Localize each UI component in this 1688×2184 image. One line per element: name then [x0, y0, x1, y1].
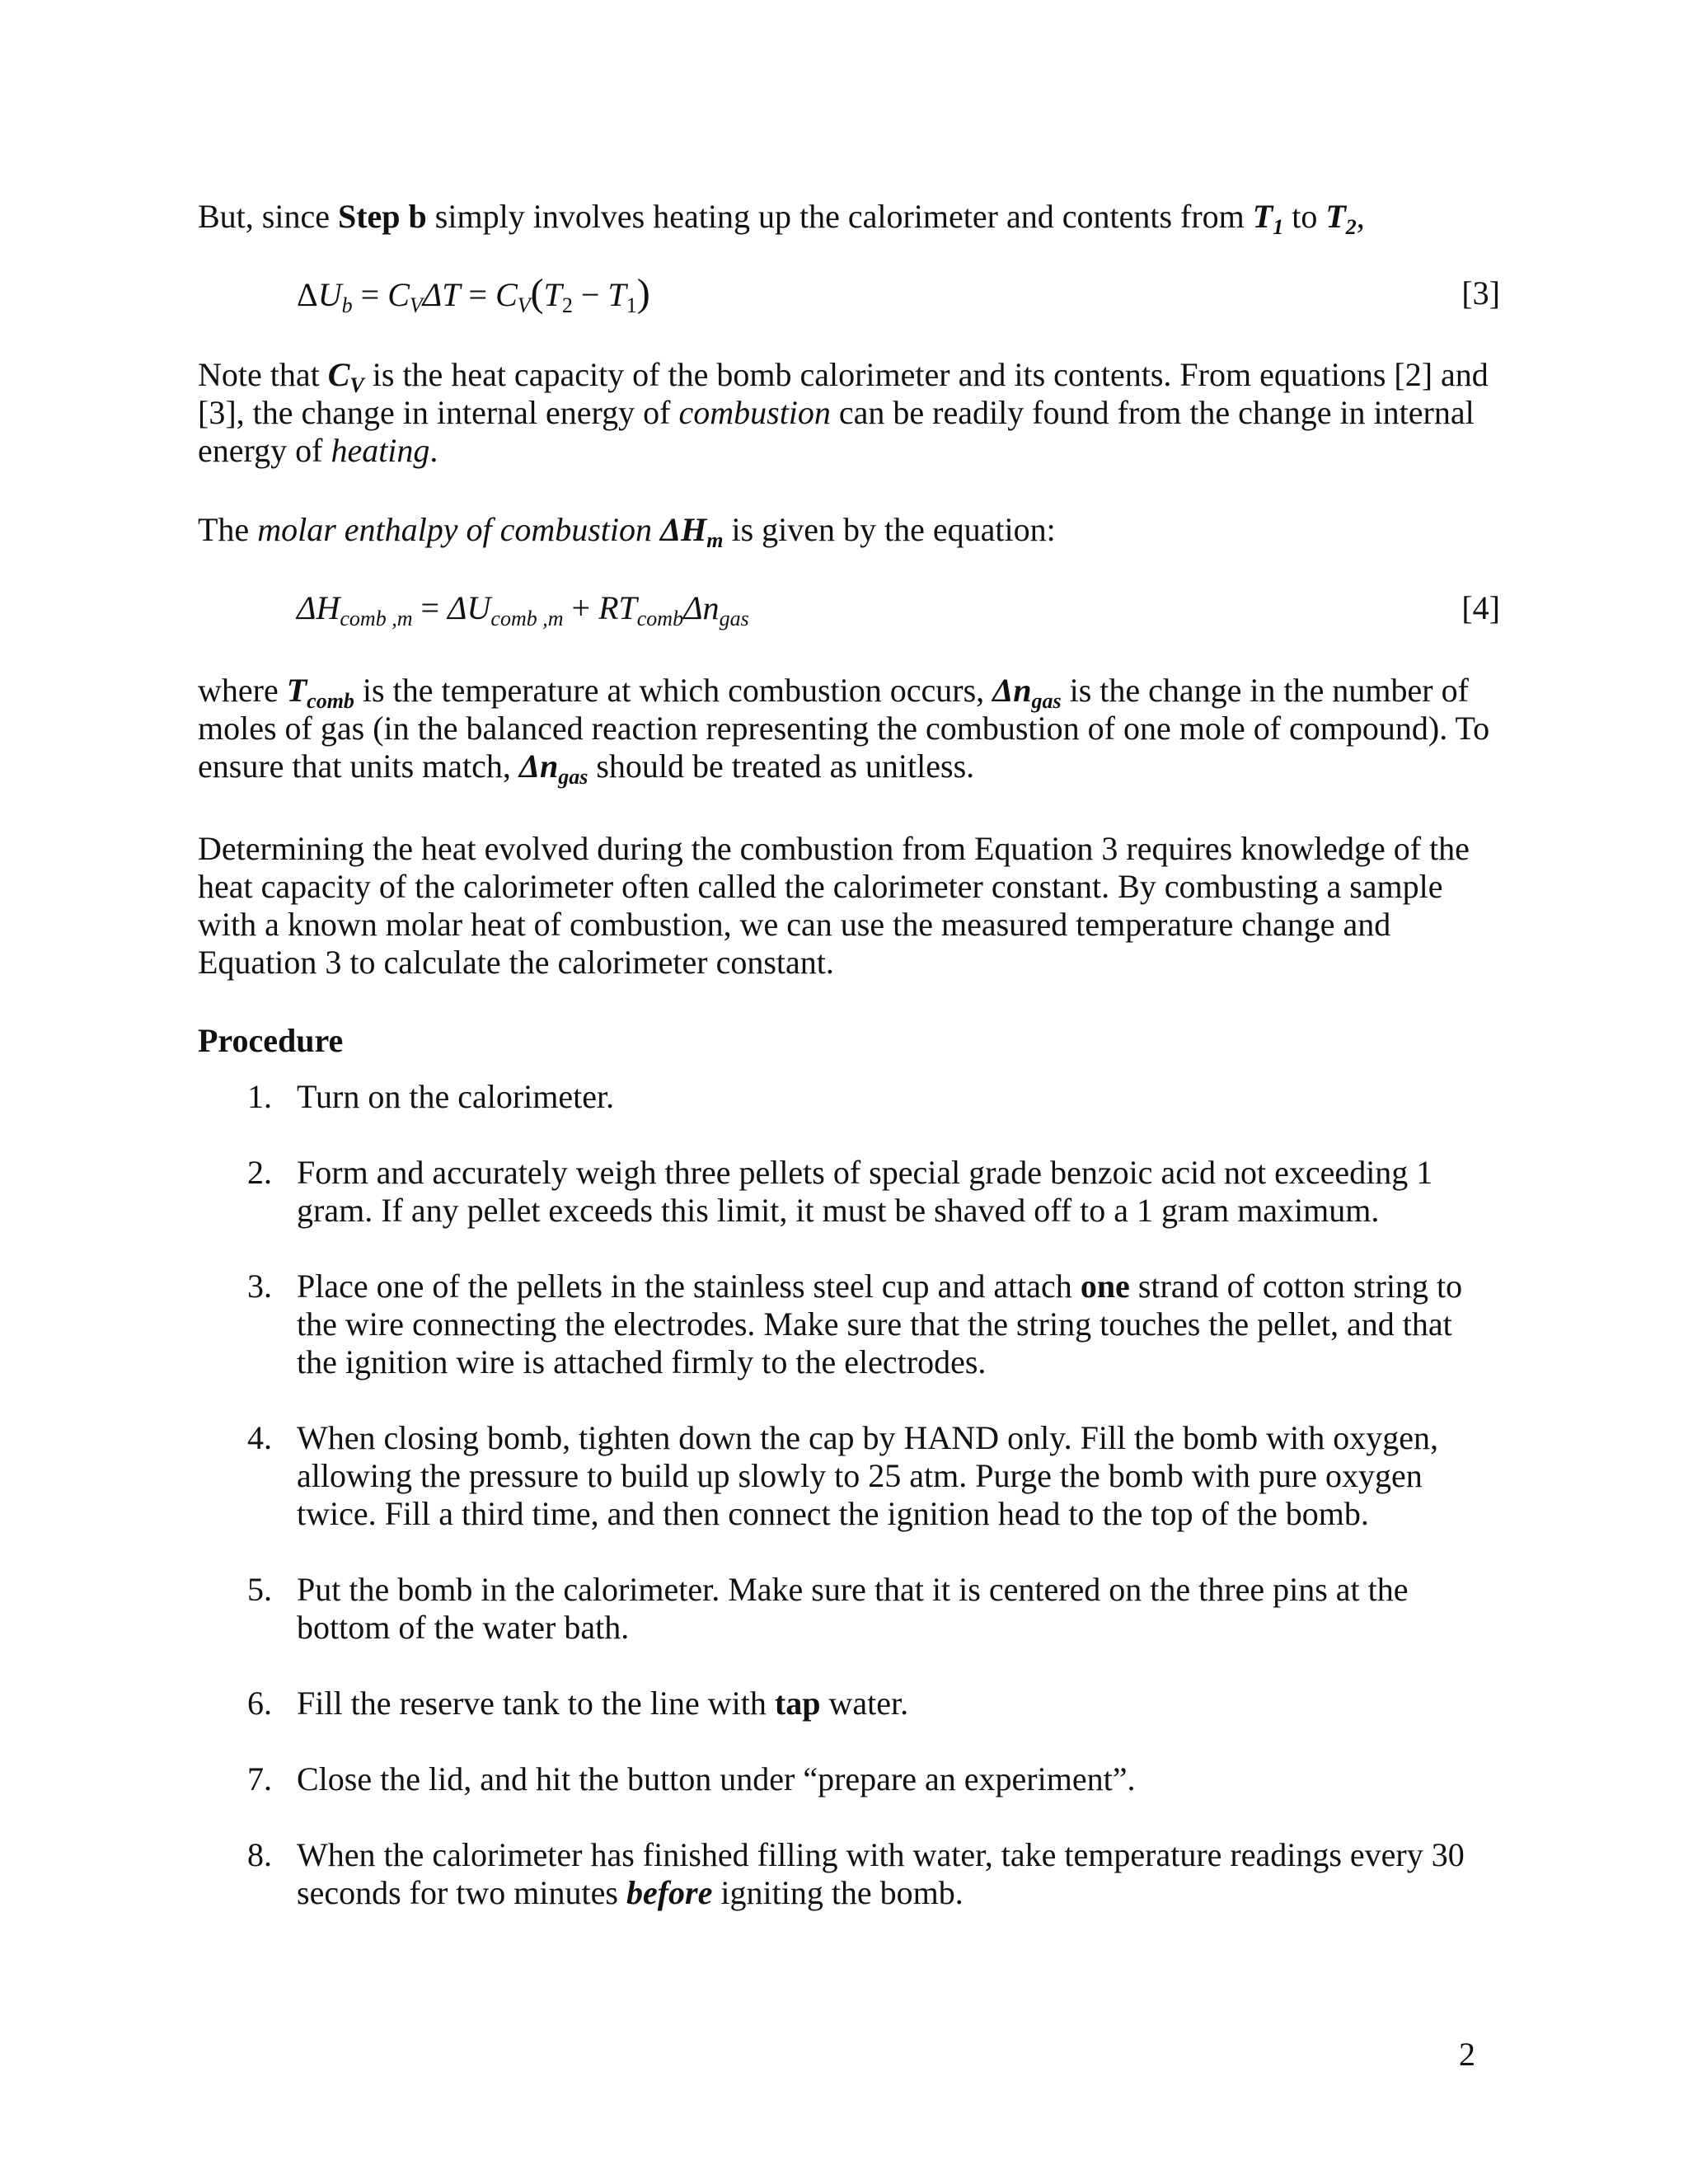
paragraph-where [198, 672, 1500, 789]
subscript: 2 [1345, 215, 1357, 239]
equation-3-math [297, 271, 650, 317]
italic-text: combustion [678, 394, 831, 431]
bold-italic-text: before [626, 1874, 713, 1911]
procedure-step-8 [198, 1836, 1500, 1912]
t-symbol: T [543, 276, 562, 313]
text: where [198, 672, 287, 709]
procedure-step-4 [198, 1419, 1500, 1533]
subscript: 1 [626, 293, 637, 317]
step-text: igniting the bomb. [712, 1874, 964, 1911]
text: should be treated as unitless. [588, 748, 975, 785]
document-page [198, 0, 1500, 2184]
step-number: 3. [247, 1268, 272, 1305]
text: is the heat capacity of the bomb calorimeter and its contents. From equations [2] and [3], the change in internal energy of [198, 356, 1489, 431]
italic-text: molar enthalpy of combustion [257, 511, 661, 548]
step-number: 5. [247, 1571, 272, 1608]
c-symbol: C [495, 276, 518, 313]
procedure-list [198, 1078, 1500, 1950]
subscript: gas [719, 607, 749, 630]
u-symbol: U [317, 276, 342, 313]
step-text: Fill the reserve tank to the line with [297, 1685, 775, 1722]
text: Note that [198, 356, 328, 393]
step-text: strand of cotton string to the wire connecting the electrodes. Make sure that the string touches the pellet, and that the ignition wire is attached firmly to the electrodes. [297, 1268, 1463, 1380]
subscript: 2 [561, 293, 573, 317]
left-paren: ( [530, 271, 544, 315]
subscript: gas [558, 765, 588, 789]
text: is the change in the number of moles of gas (in the balanced reaction representing the combustion of one mole of compound). To ensure that units match, [198, 672, 1490, 785]
equals-sign: = [460, 276, 496, 313]
text: , [1356, 198, 1365, 235]
procedure-step-7 [198, 1760, 1500, 1798]
step-text: Place one of the pellets in the stainless steel cup and attach [297, 1268, 1081, 1305]
subscript: m [706, 528, 724, 552]
procedure-heading: Procedure [198, 1022, 344, 1059]
t1-symbol: T [1252, 198, 1273, 235]
equation-3 [297, 271, 1500, 324]
c-symbol: C [387, 276, 410, 313]
procedure-step-1 [198, 1078, 1500, 1116]
step-number: 2. [247, 1154, 272, 1191]
delta-n-gas-symbol: Δn [518, 748, 559, 785]
step-text: Form and accurately weigh three pellets of special grade benzoic acid not exceeding 1 gram. If any pellet exceeds this limit, it must be shaved off to a 1 gram maximum. [297, 1154, 1433, 1229]
text: . [429, 432, 438, 469]
equation-4-math [297, 589, 749, 630]
procedure-step-6 [198, 1685, 1500, 1722]
step-number: 1. [247, 1078, 272, 1115]
delta-h: ΔH [297, 589, 340, 626]
step-text: Put the bomb in the calorimeter. Make sure that it is centered on the three pins at the bottom of the water bath. [297, 1571, 1409, 1646]
step-number: 4. [247, 1419, 272, 1456]
step-text: When closing bomb, tighten down the cap by HAND only. Fill the bomb with oxygen, allowing the pressure to build up slowly to 25 atm. Purge the bomb with pure oxygen twice. Fill a third time, and then connect the ignition head to the top of the bomb. [297, 1419, 1439, 1532]
delta-n: Δn [683, 589, 720, 626]
equation-4 [297, 589, 1500, 639]
step-text: Turn on the calorimeter. [297, 1078, 615, 1115]
step-number: 7. [247, 1760, 272, 1797]
step-number: 8. [247, 1836, 272, 1873]
page-number: 2 [1459, 2036, 1475, 2073]
plus-sign: + [563, 589, 599, 626]
equation-3-number: [3] [1461, 274, 1500, 312]
step-text: water. [820, 1685, 909, 1722]
equals-sign: = [412, 589, 448, 626]
text: can be readily found from the change in internal energy of [198, 394, 1475, 469]
bold-text: one [1080, 1268, 1130, 1305]
subscript: comb ,m [490, 607, 564, 630]
subscript: comb ,m [340, 607, 413, 630]
subscript: V [349, 373, 364, 397]
subscript: V [409, 293, 423, 317]
text: The [198, 511, 258, 548]
paragraph-calorimeter-constant: Determining the heat evolved during the combustion from Equation 3 requires knowledge of the heat capacity of the calorimeter often called the calorimeter constant. By combusting a sample with a known molar heat of combustion, we can use the measured temperature change and Equation 3 to calculate the calorimeter constant. [198, 830, 1470, 981]
equation-4-number: [4] [1461, 589, 1500, 626]
bold-text: tap [774, 1685, 821, 1722]
paragraph-step-b [198, 198, 1500, 239]
text: simply involves heating up the calorimeter and contents from [426, 198, 1253, 235]
t-comb-symbol: T [286, 672, 307, 709]
delta-symbol: Δ [297, 276, 318, 313]
procedure-step-2 [198, 1154, 1500, 1230]
paragraph-heat-capacity [198, 356, 1500, 470]
step-number: 6. [247, 1685, 272, 1722]
step-text: When the calorimeter has finished filling with water, take temperature readings every 30 seconds for two minutes [297, 1836, 1465, 1911]
text: is the temperature at which combustion occurs, [354, 672, 993, 709]
equals-sign: = [352, 276, 388, 313]
t-symbol: T [607, 276, 626, 313]
paragraph-molar-enthalpy [198, 511, 1500, 552]
text: to [1283, 198, 1326, 235]
subscript: comb [307, 689, 354, 713]
rt-term: RT [598, 589, 637, 626]
procedure-step-5 [198, 1571, 1500, 1647]
italic-text: heating [331, 432, 430, 469]
subscript: 1 [1273, 215, 1284, 239]
subscript: comb [636, 607, 684, 630]
t2-symbol: T [1325, 198, 1346, 235]
delta-n-gas-symbol: Δn [992, 672, 1032, 709]
minus-sign: − [572, 276, 608, 313]
subscript: gas [1031, 689, 1062, 713]
step-b-bold: Step b [337, 198, 427, 235]
procedure-step-3 [198, 1268, 1500, 1381]
delta-t: ΔT [422, 276, 461, 313]
delta-u: ΔU [448, 589, 491, 626]
text: But, since [198, 198, 338, 235]
right-paren: ) [636, 271, 650, 315]
subscript: V [517, 293, 531, 317]
step-text: Close the lid, and hit the button under “prepare an experiment”. [297, 1760, 1136, 1797]
text: is given by the equation: [723, 511, 1056, 548]
subscript: b [341, 293, 353, 317]
delta-h-symbol: ΔH [660, 511, 707, 548]
cv-symbol: C [327, 356, 350, 393]
